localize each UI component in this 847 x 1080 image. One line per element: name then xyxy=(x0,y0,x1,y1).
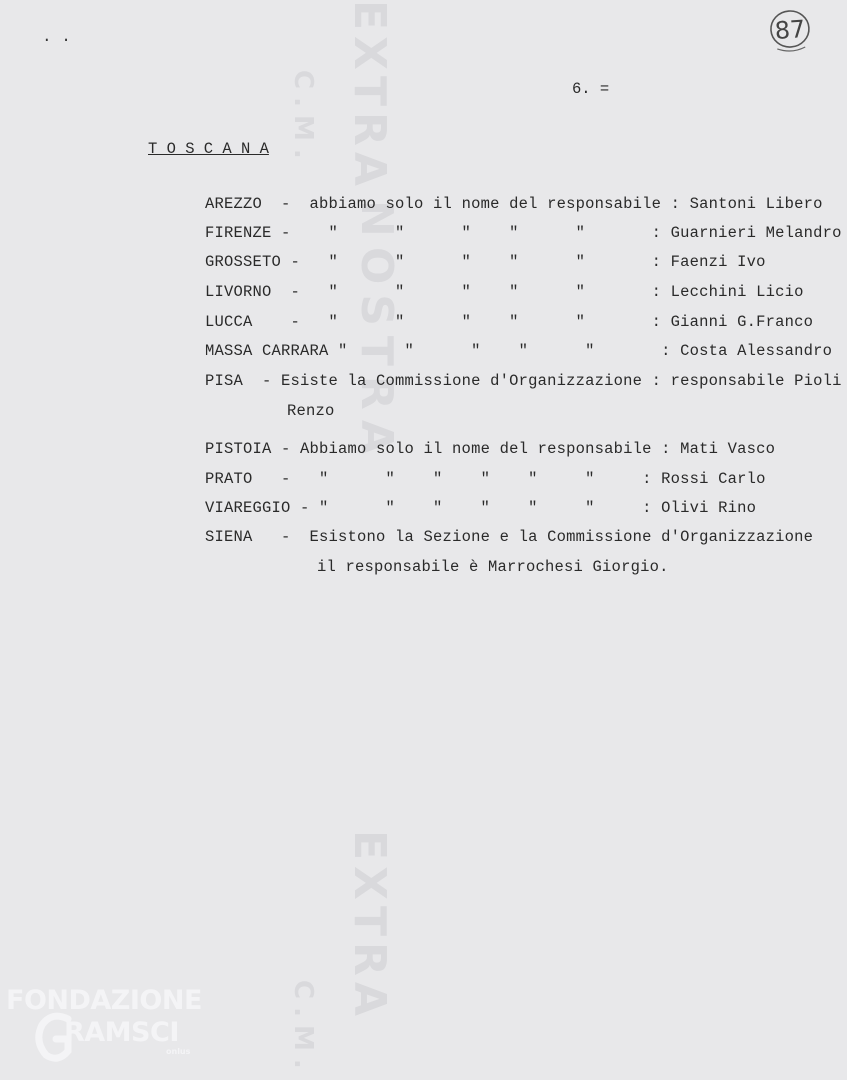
watermark-top: EXTRA xyxy=(344,0,395,192)
watermark-middle: NOSTRA xyxy=(351,200,402,464)
entry-text: - " " " " " : Guarnieri Melandro xyxy=(271,224,842,242)
entry-city: GROSSETO xyxy=(205,253,282,271)
entry-text: - " " " " " : Gianni G.Franco xyxy=(252,313,814,331)
entry-city: PISA xyxy=(205,372,244,390)
logo-line-1: FONDAZIONE xyxy=(6,985,202,1016)
entry-text: - Esistono la Sezione e la Commissione d'Organizzazione xyxy=(252,528,814,546)
watermark-bottom-sub: C.M. xyxy=(288,980,318,1077)
entry-text: il responsabile è Marrochesi Giorgio. xyxy=(317,558,669,576)
folio-circle-icon xyxy=(767,7,814,54)
entry-text: - " " " " " " : Olivi Rino xyxy=(290,499,757,517)
logo-line-3: onlus xyxy=(166,1047,191,1056)
entry-text: - " " " " " " : Rossi Carlo xyxy=(252,470,766,488)
entry-text: - Abbiamo solo il nome del responsabile : Mati Vasco xyxy=(271,440,776,458)
entry-text: - abbiamo solo il nome del responsabile : Santoni Libero xyxy=(262,195,823,213)
entry-city: SIENA xyxy=(205,528,253,546)
entry-city: PISTOIA xyxy=(205,440,272,458)
entry-text: " " " " " : Costa Alessandro xyxy=(328,342,833,360)
page-number: 6. = xyxy=(572,80,610,98)
entry-text: Renzo xyxy=(287,402,335,420)
entry-city: FIRENZE xyxy=(205,224,272,242)
folio-stamp xyxy=(767,7,814,54)
corner-marks: . . xyxy=(42,28,71,46)
watermark-bottom: EXTRA xyxy=(344,830,395,1022)
entry-text: - " " " " " : Lecchini Licio xyxy=(271,283,804,301)
entry-city: AREZZO xyxy=(205,195,263,213)
entry-text: - " " " " " : Faenzi Ivo xyxy=(281,253,766,271)
entry-text: - Esiste la Commissione d'Organizzazione : responsabile Pioli xyxy=(243,372,842,390)
folio-number: 87 xyxy=(773,14,807,46)
section-heading: T O S C A N A xyxy=(148,140,269,158)
logo-line-2: RAMSCI xyxy=(64,1017,179,1048)
entry-city: LUCCA xyxy=(205,313,253,331)
watermark-top-sub: C.M. xyxy=(288,70,318,167)
entry-city: LIVORNO xyxy=(205,283,272,301)
fondazione-gramsci-logo xyxy=(6,985,206,1075)
entry-city: PRATO xyxy=(205,470,253,488)
entry-city: VIAREGGIO xyxy=(205,499,291,517)
entry-row-continuation xyxy=(260,540,669,594)
entry-city: MASSA CARRARA xyxy=(205,342,329,360)
